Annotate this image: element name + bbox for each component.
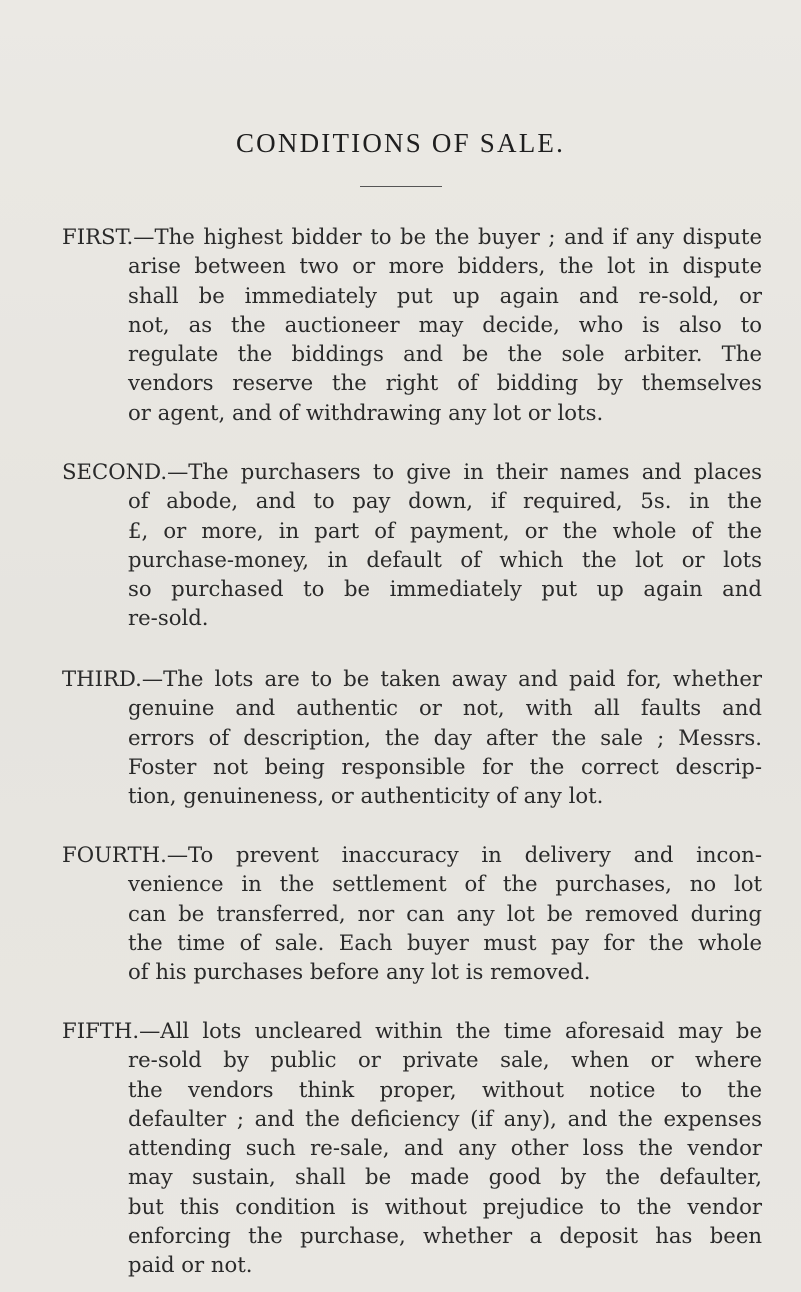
condition-line: £, or more, in part of payment, or the whole of the — [128, 517, 762, 543]
condition-line: SECOND.—The purchasers to give in their names and places — [62, 459, 762, 484]
condition-line: re-sold by public or private sale, when or where — [128, 1047, 762, 1073]
condition-line: of his purchases before any lot is removed. — [128, 959, 591, 985]
condition-line: not, as the auctioneer may decide, who is also to — [128, 311, 762, 337]
condition-line: can be transferred, nor can any lot be removed during — [128, 900, 762, 926]
condition-line: vendors reserve the right of bidding by themselves — [128, 370, 762, 396]
condition-line: of abode, and to pay down, if required, 5s. in the — [128, 488, 762, 514]
condition-line: the vendors think proper, without notice to the — [128, 1076, 762, 1102]
condition-line: or agent, and of withdrawing any lot or lots. — [128, 399, 604, 425]
condition-first — [62, 222, 762, 427]
condition-line: Foster not being responsible for the correct descrip- — [128, 753, 762, 779]
condition-line: the time of sale. Each buyer must pay for the whole — [128, 929, 762, 955]
condition-line: defaulter ; and the deficiency (if any), and the expenses — [128, 1105, 762, 1131]
condition-line: FIFTH.—All lots uncleared within the time aforesaid may be — [62, 1018, 762, 1043]
condition-line: but this condition is without prejudice to the vendor — [128, 1193, 762, 1219]
condition-line: errors of description, the day after the sale ; Messrs. — [128, 724, 762, 750]
page-title: CONDITIONS OF SALE. — [235, 128, 566, 158]
condition-line: paid or not. — [128, 1252, 253, 1278]
condition-line: arise between two or more bidders, the lot in dispute — [128, 253, 762, 279]
condition-line: FIRST.—The highest bidder to be the buyer ; and if any dispute — [62, 224, 762, 249]
condition-line: attending such re-sale, and any other loss the vendor — [128, 1135, 762, 1161]
condition-line: venience in the settlement of the purchases, no lot — [128, 871, 762, 897]
condition-fifth — [62, 1016, 762, 1280]
condition-line: THIRD.—The lots are to be taken away and paid for, whether — [62, 666, 762, 691]
condition-line: shall be immediately put up again and re-sold, or — [128, 282, 762, 308]
condition-line: genuine and authentic or not, with all faults and — [128, 695, 762, 721]
condition-line: so purchased to be immediately put up again and — [128, 576, 762, 602]
condition-line: re-sold. — [128, 605, 209, 631]
condition-second — [62, 457, 762, 633]
condition-third — [62, 664, 762, 810]
condition-line: purchase-money, in default of which the lot or lots — [128, 546, 762, 572]
condition-fourth — [62, 840, 762, 986]
condition-line: may sustain, shall be made good by the defaulter, — [128, 1164, 762, 1190]
condition-line: enforcing the purchase, whether a deposit has been — [128, 1223, 762, 1249]
title-divider — [360, 186, 442, 187]
condition-line: FOURTH.—To prevent inaccuracy in delivery and incon- — [62, 842, 762, 867]
condition-line: regulate the biddings and be the sole arbiter. The — [128, 341, 762, 367]
condition-line: tion, genuineness, or authenticity of any lot. — [128, 783, 604, 809]
